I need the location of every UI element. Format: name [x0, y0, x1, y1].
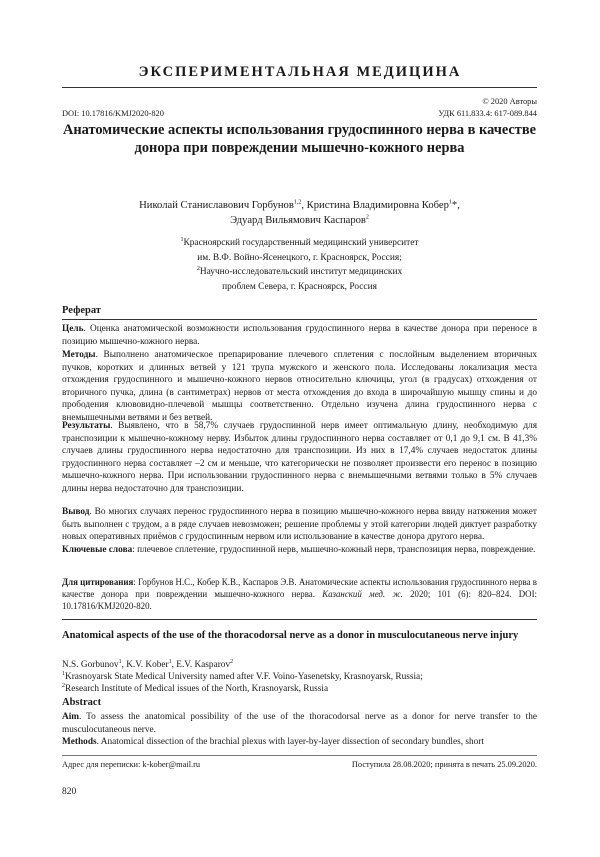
- author-name: Эдуард Вильямович Каспаров: [230, 215, 366, 226]
- abstract-conclusion: Вывод. Во многих случаях перенос грудоспинного нерва в позицию мышечно-кожного нерва ввиду натяжения может быть выполнен с трудом, а в ряде случаев невозможен; решение проблемы у этой категории людей диктует разработку новых оперативных приёмов с грудоспинным нервом или использование в качестве донора другого нерва.: [62, 507, 537, 543]
- section-rule: [62, 619, 537, 620]
- udk: УДК 611.833.4: 617-089.844: [438, 109, 537, 118]
- journal-section-header: ЭКСПЕРИМЕНТАЛЬНАЯ МЕДИЦИНА: [138, 64, 462, 80]
- footer-rule: [62, 755, 537, 756]
- english-authors: N.S. Gorbunov$^1$, K.V. Kober$^1$, E.V. Kasparov$^2$: [62, 658, 234, 670]
- doi[interactable]: DOI: 10.17816/KMJ2020-820: [62, 109, 164, 118]
- english-aim: Aim. To assess the anatomical possibility of the use of the thoracodorsal nerve as a donor for nerve transfer to the musculocutaneous nerve.: [62, 712, 537, 735]
- author-name: Николай Станиславович Горбунов: [139, 200, 294, 211]
- corresponding-mark: *: [451, 200, 458, 211]
- abstract-results: Результаты. Выявлено, что в 58,7% случаев грудоспинной нерв имеет оптимальную длину, необходимую для транспозиции к мышечно-кожному нерву. Избыток длины грудоспинного нерва составляет от 0,1 до 9,1 см. В 41,3% случаев длины грудоспинного нерва недостаточно для транспозиции. Из них в 17,4% случаев недостаток длины грудоспинного нерва составляет –2 см и меньше, что категорически не позволяет произвести его перенос в позицию мышечно-кожного нерва. При использовании грудоспинного нерва с внемышечными ветвями только в 5% случаев длины нерва недостаточно для транспозиции.: [62, 421, 537, 494]
- english-affiliation-2: $^2$Research Institute of Medical issues of the North, Krasnoyarsk, Russia: [62, 682, 329, 694]
- english-abstract-heading: Abstract: [62, 697, 102, 708]
- correspondence-address: Адрес для переписки: k-kober@mail.ru: [62, 760, 201, 769]
- english-title: Anatomical aspects of the use of the thoracodorsal nerve as a donor in musculocutaneous nerve injury: [62, 630, 519, 641]
- english-affiliation-1: $^1$Krasnoyarsk State Medical University named after V.F. Voino-Yasenetsky, Krasnoyarsk, Russia;: [62, 670, 423, 682]
- header-rule: [62, 87, 537, 88]
- page-number: 820: [62, 787, 77, 797]
- keywords: Ключевые слова: плечевое сплетение, грудоспинной нерв, мышечно-кожный нерв, транспозиция нерва, повреждение.: [62, 545, 536, 555]
- abstract-rule: [62, 319, 537, 320]
- article-title: Анатомические аспекты использования грудоспинного нерва в качестве донора при повреждении мышечно-кожного нерва: [62, 122, 537, 156]
- author-name: Кристина Владимировна Кобер: [306, 200, 449, 211]
- abstract-aim: Цель. Оценка анатомической возможности использования грудоспинного нерва в качестве донора при переносе в позицию мышечно-кожного нерва.: [62, 324, 537, 347]
- affiliations: $^1$Красноярский государственный медицинский университет им. В.Ф. Войно-Ясенецкого, г. Красноярск, Россия; $^2$Научно-исследовательский институт медицинских проблем Севера, г. Красноярск, Россия: [180, 236, 419, 292]
- copyright: © 2020 Авторы: [482, 97, 537, 106]
- authors: Николай Станиславович Горбунов$^{1,2}$, Кристина Владимировна Кобер$^1$*, Эдуард Вильямович Каспаров$^2$: [139, 199, 460, 226]
- english-methods: Methods. Anatomical dissection of the brachial plexus with layer-by-layer dissection of secondary bundles, short: [62, 737, 484, 747]
- submission-dates: Поступила 28.08.2020; принята в печать 25.09.2020.: [351, 760, 537, 769]
- citation: Для цитирования: Горбунов Н.С., Кобер К.В., Каспаров Э.В. Анатомические аспекты использования грудоспинного нерва в качестве донора при повреждении мышечно-кожного нерва. Казанский мед. ж. 2020; 101 (6): 820–824. DOI: 10.17816/KMJ2020-820.: [62, 577, 537, 611]
- abstract-methods: Методы. Выполнено анатомическое препарирование плечевого сплетения с послойным выделением вторичных пучков, коротких и длинных ветвей у 121 трупа мужского и женского пола. Исследованы локализация места отхождения грудоспинного и мышечно-кожного нервов относительно ключицы, угол (в градусах) отхождения от вторичного пучка, длина (в сантиметрах) нервов от места отхождения до входа в широчайшую мышцу спины и до прободения клювовидно-плечевой мышцы соответственно. Отдельно изучена длина грудоспинного нерва с внемышечными ветвями и без ветвей.: [62, 350, 537, 423]
- abstract-heading: Реферат: [62, 305, 101, 316]
